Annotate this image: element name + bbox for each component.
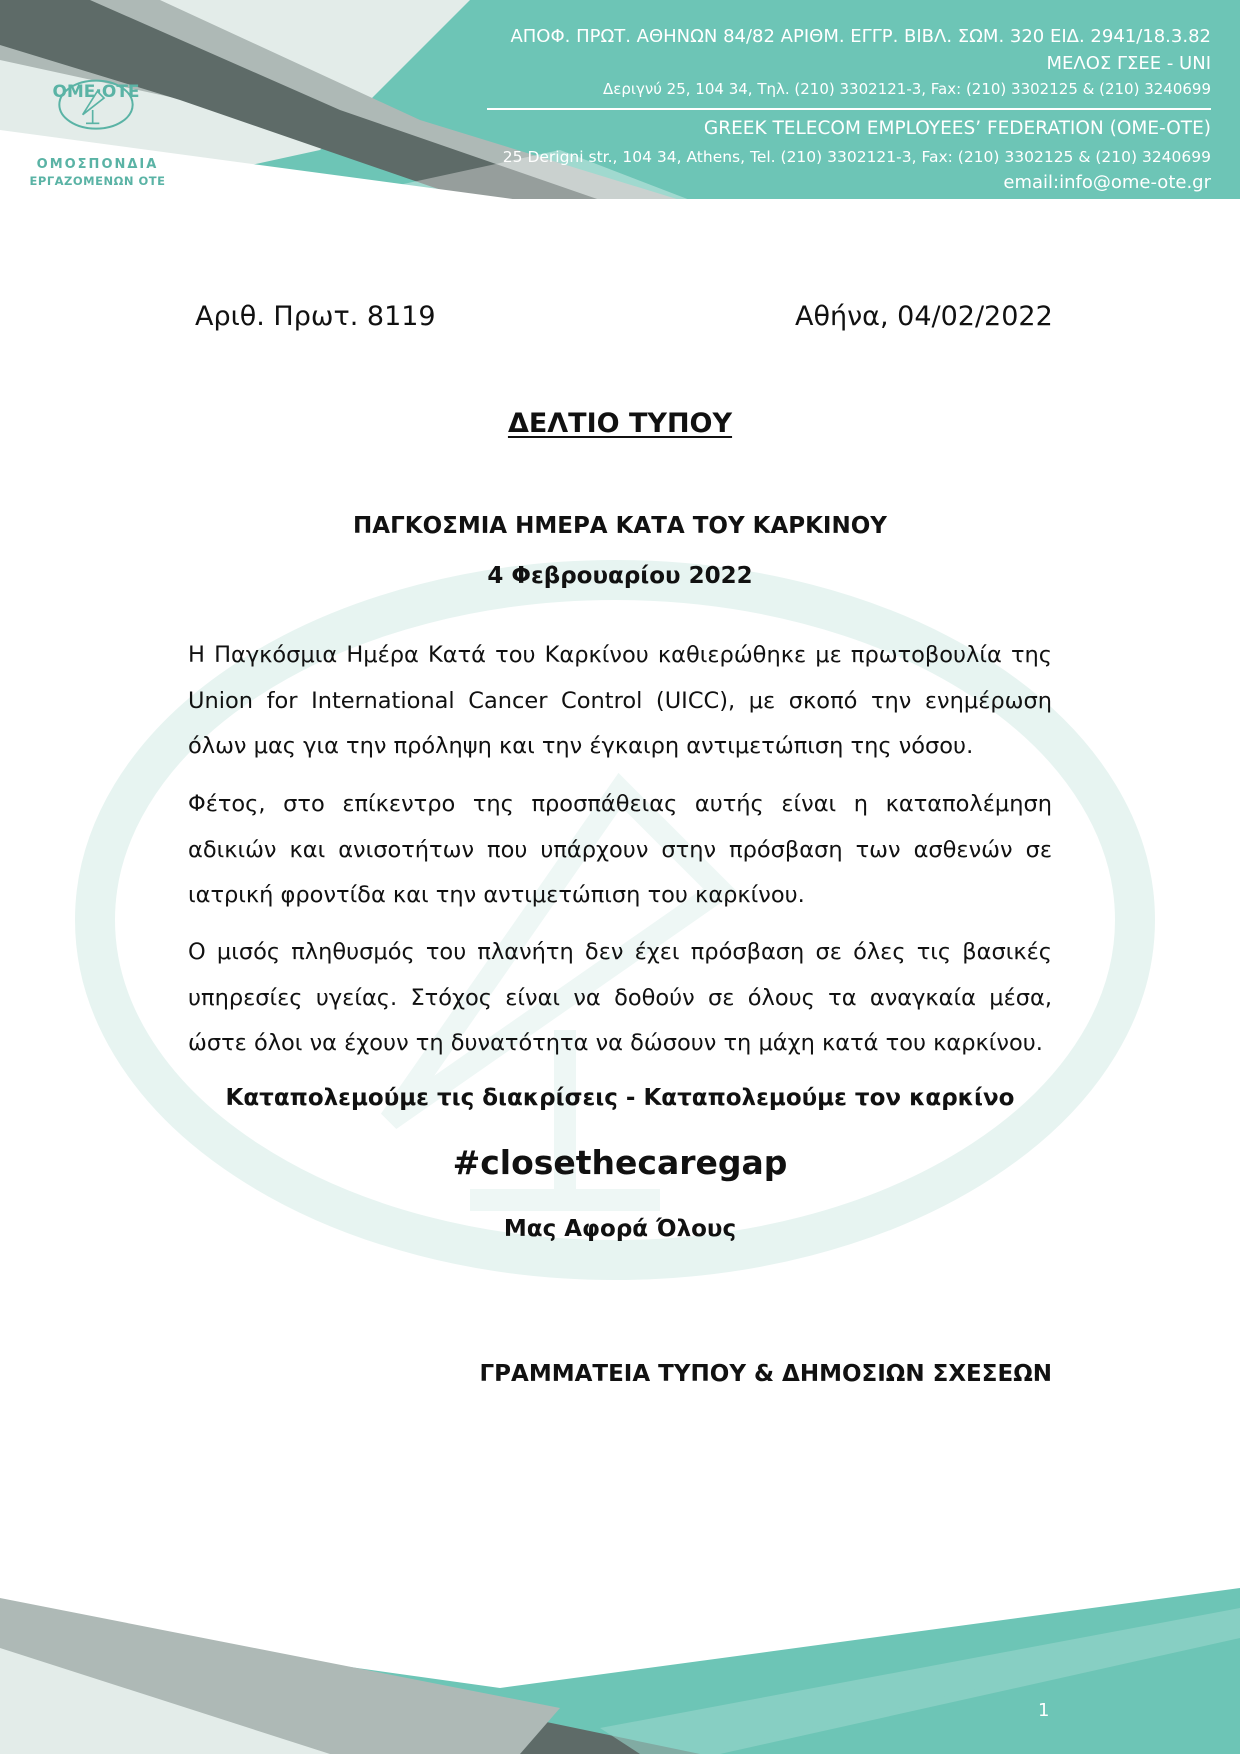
subheadline: 4 Φεβρουαρίου 2022 [487, 563, 753, 589]
page-number: 1 [1038, 1700, 1050, 1721]
header-divider [487, 108, 1211, 110]
slogan: Καταπολεμούμε τις διακρίσεις - Καταπολεμούμε τον καρκίνο [225, 1085, 1015, 1111]
headline: ΠΑΓΚΟΣΜΙΑ ΗΜΕΡΑ ΚΑΤΑ ΤΟΥ ΚΑΡΚΙΝΟΥ [353, 513, 887, 539]
email-line: email:info@ome-ote.gr [1003, 172, 1211, 193]
letterhead-header [0, 0, 1240, 205]
logo-line-1: ΟΜΟΣΠΟΝΔΙΑ [36, 157, 159, 172]
logo-arc-text: OME·OTE [52, 82, 140, 102]
concern-line: Μας Αφορά Όλους [503, 1216, 737, 1242]
signature: ΓΡΑΜΜΑΤΕΙΑ ΤΥΠΟΥ & ΔΗΜΟΣΙΩΝ ΣΧΕΣΕΩΝ [479, 1361, 1052, 1387]
logo-line-2: ΕΡΓΑΖΟΜΕΝΩΝ ΟΤΕ [29, 174, 166, 188]
footer-banner-graphic [0, 1568, 1240, 1754]
footer-banner [0, 1568, 1240, 1754]
paragraph-3: Ο μισός πληθυσμός του πλανήτη δεν έχει πρόσβαση σε όλες τις βασικές υπηρεσίες υγείας. Στόχος είναι να δοθούν σε όλους τα αναγκαία μέσα, ώστε όλοι να έχουν τη δυνατότητα να δώσουν τη μάχη κατά του καρκίνου. [188, 939, 1052, 1056]
greek-address-line: Δεριγνύ 25, 104 34, Τηλ. (210) 3302121-3, Fax: (210) 3302125 & (210) 3240699 [603, 80, 1211, 98]
document-date: Αθήνα, 04/02/2022 [795, 301, 1053, 332]
document-type: ΔΕΛΤΙΟ ΤΥΠΟΥ [507, 408, 733, 439]
english-address-line: 25 Derigni str., 104 34, Athens, Tel. (210) 3302121-3, Fax: (210) 3302125 & (210) 3240699 [502, 148, 1211, 166]
protocol-number: Αριθ. Πρωτ. 8119 [195, 301, 436, 332]
hashtag: #closethecaregap [452, 1143, 788, 1182]
registration-line: ΑΠΟΦ. ΠΡΩΤ. ΑΘΗΝΩΝ 84/82 ΑΡΙΘΜ. ΕΓΓΡ. ΒΙΒΛ. ΣΩΜ. 320 ΕΙΔ. 2941/18.3.82 [510, 26, 1211, 47]
paragraph-1: Η Παγκόσμια Ημέρα Κατά του Καρκίνου καθιερώθηκε με πρωτοβουλία της Union for International Cancer Control (UICC), με σκοπό την ενημέρωση όλων μας για την πρόληψη και την έγκαιρη αντιμετώπιση της νόσου. [188, 642, 1052, 759]
english-name-line: GREEK TELECOM EMPLOYEES’ FEDERATION (OME-OTE) [703, 118, 1211, 139]
membership-line: ΜΕΛΟΣ ΓΣΕΕ - UNI [1046, 53, 1211, 74]
paragraph-2: Φέτος, στο επίκεντρο της προσπάθειας αυτής είναι η καταπολέμηση αδικιών και ανισοτήτων που υπάρχουν στην πρόσβαση των ασθενών σε ιατρική φροντίδα και την αντιμετώπιση του καρκίνου. [188, 791, 1052, 908]
